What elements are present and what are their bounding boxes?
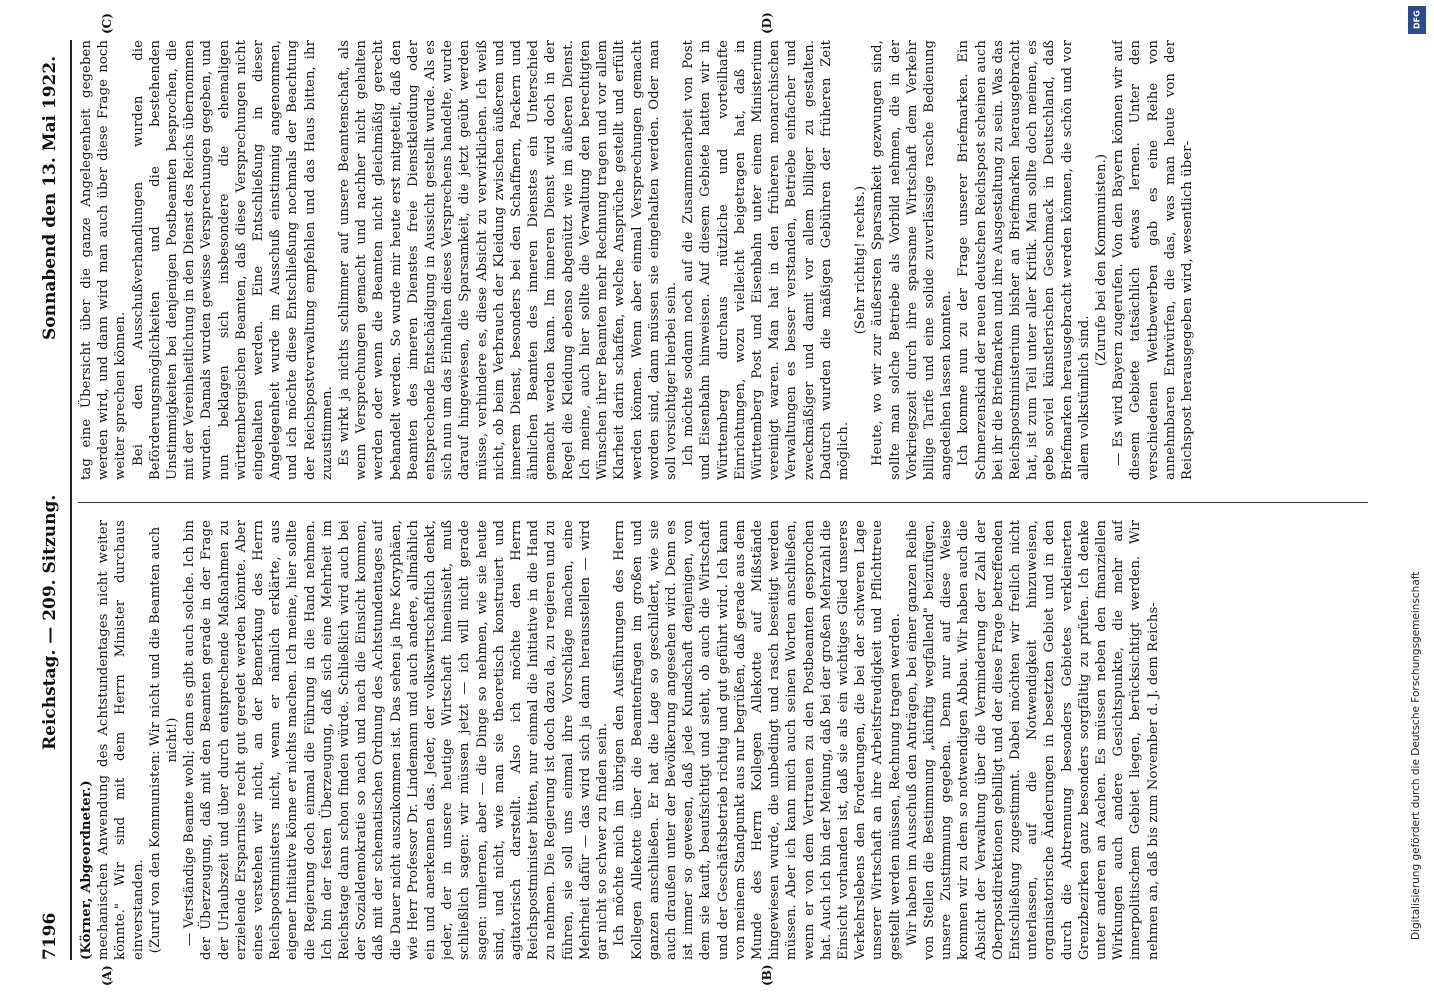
margin-marker-a: (A): [100, 965, 114, 986]
left-column: [78, 520, 1368, 960]
header-rule: [70, 40, 72, 960]
paragraph: Bei den Ausschußverhandlungen wurden die Beförderungsmöglichkeiten und die bestehenden Unstimmigkeiten bei denjenigen Postbeamten besprochen, die mit der Vereinheitlichung in den Dienst des Reichs übernommen wurden. Damals wurden gewisse Versprechungen gegeben, und nun beklagen sich insbesondere die ehemaligen württembergischen Beamten, daß diese Versprechungen nicht eingehalten werden. Eine Entschließung in dieser Angelegenheit wurde im Ausschuß einstimmig angenommen, und ich möchte diese Entschließung nochmals der Beachtung der Reichspostverwaltung empfehlen und das Haus bitten, ihr zuzustimmen.: [130, 40, 335, 480]
paragraph: tag eine Übersicht über die ganze Angelegenheit gegeben werden wird, und dann wird man auch über diese Frage noch weiter sprechen können.: [79, 40, 129, 480]
session-date: Sonnabend den 13. Mai 1922.: [40, 55, 60, 340]
speaker-line: (Körner, Abgeordneter.): [79, 780, 94, 960]
right-column: [78, 40, 1368, 480]
paragraph: Ich komme nun zu der Frage unserer Briefmarken. Ein Schmerzenskind der neuen deutschen Reichspost scheinen auch bei ihr die Briefmarken und ihre Ausgestaltung zu sein. Was das Reichspostministerium bisher an Briefmarken herausgebracht hat, ist zum Teil unter aller Kritik. Man sollte doch meinen, es gebe soviel künstlerischen Geschmack in Deutschland, daß Briefmarken herausgebracht werden können, die schön und vor allem volkstümlich sind.: [956, 40, 1092, 480]
paragraph: Ich möchte mich im übrigen den Ausführungen des Herrn Kollegen Allekotte über die Beamtenfragen im großen und ganzen anschließen. Er hat die Lage so geschildert, wie sie auch draußen unter der Bevölkerung angesehen wird. Denn es ist immer so gewesen, daß jede Kundschaft denjenigen, von dem sie kauft, beaufsichtigt und sieht, ob auch die Wirtschaft und der Geschäftsbetrieb richtig und gut geführt wird. Ich kann von meinem Standpunkt aus nur begrüßen, daß gerade aus dem Munde des Herrn Kollegen Allekotte auf Mißstände hingewiesen wurde, die unbedingt und rasch beseitigt werden müssen. Aber ich kann mich auch seinen Worten anschließen, wenn er von dem Vertrauen zu den Postbeamten gesprochen hat. Auch ich bin der Meinung, daß bei der großen Mehrzahl die Einsicht vorhanden ist, daß sie als ein wichtiges Glied unseres Verkehrslebens den Forderungen, die bei der schweren Lage unserer Wirtschaft an ihre Arbeitsfreudigkeit und Pflichttreue gestellt werden müssen, Rechnung tragen werden.: [612, 520, 903, 960]
interjection: (Zuruf von den Kommunisten: Wir nicht und die Beamten auch nicht!): [147, 526, 181, 954]
paragraph: Heute, wo wir zur äußersten Sparsamkeit gezwungen sind, sollte man solche Betriebe als Vorbild nehmen, die in der Vorkriegszeit durch ihre sparsame Wirtschaft dem Verkehr billige Tarife und eine solide zuverlässige rasche Bedienung angedeihen lassen konnten.: [870, 40, 955, 480]
column-divider: [78, 502, 1368, 503]
paragraph: Es wirkt ja nichts schlimmer auf unsere Beamtenschaft, als wenn Versprechungen gemacht und nachher nicht gehalten werden oder wenn die Beamten nicht gleichmäßig gerecht behandelt werden. So wurde mir heute erst mitgeteilt, daß den Beamten des inneren Dienstes freie Dienstkleidung oder entsprechende Entschädigung in Aussicht gestellt wurde. Als es sich nun um das Einhalten dieses Versprechens handelte, wurde darauf hingewiesen, die Sparsamkeit, die jetzt geübt werden müsse, verhindere es, diese Absicht zu verwirklichen. Ich weiß nicht, ob beim Verbrauch der Kleidung zwischen äußerem und innerem Dienst, besonders bei den Schaffnern, Packern und ähnlichen Beamten des inneren Dienstes ein Unterschied gemacht werden kann. Im inneren Dienst wird doch in der Regel die Kleidung ebenso abgenützt wie im äußeren Dienst. Ich meine, auch hier sollte die Verwaltung den berechtigten Wünschen ihrer Beamten mehr Rechnung tragen und vor allem Klarheit darin schaffen, welche Ansprüche gestellt und erfüllt werden können. Wenn aber einmal Versprechungen gemacht worden sind, dann müssen sie eingehalten werden. Oder man soll vorsichtiger hierbei sein.: [337, 40, 679, 480]
paragraph: — Verständige Beamte wohl; denn es gibt auch solche. Ich bin der Überzeugung, daß mit den Beamten gerade in der Frage der Urlaubszeit und über durch entsprechende Maßnahmen zu erzielende Ersparnisse recht gut geredet werden könnte. Aber eines verstehen wir nicht, an der Bemerkung des Herrn Reichspostministers nicht, wenn er nämlich erklärte, aus eigener Initiative könne er nichts machen. Ich meine, hier sollte die Regierung doch einmal die Führung in die Hand nehmen. Ich bin der festen Überzeugung, daß sich eine Mehrheit im Reichstage dann schon finden würde. Schließlich wird auch bei der Sozialdemokratie so nach und nach die Einsicht kommen, daß mit der schematischen Ordnung des Achtstundentages auf die Dauer nicht auszukommen ist. Das sehen ja Ihre Koryphäen, wie Herr Professor Dr. Lindemann und auch andere, allmählich ein und anerkennen das. Jeder, der volkswirtschaftlich denkt, jeder, der in unsere heutige Wirtschaft hineinsieht, muß schließlich sagen: wir müssen jetzt — ich will nicht gerade sagen: umlernen, aber — die Dinge so nehmen, wie sie heute sind, und nicht, wie man sie theoretisch konstruiert und agitatorisch darstellt. Also ich möchte den Herrn Reichspostminister bitten, nur einmal die Initiative in die Hand zu nehmen. Die Regierung ist doch dazu da, zu regieren und zu führen, sie soll uns einmal ihre Vorschläge machen, eine Mehrheit dafür — das wird sich ja dann herausstellen — wird gar nicht so schwer zu finden sein.: [182, 520, 611, 960]
paragraph: Wir haben im Ausschuß den Anträgen, bei einer ganzen Reihe von Stellen die Bestimmung „künftig wegfallend" beizufügen, unsere Zustimmung gegeben. Denn nur auf diese Weise kommen wir zu dem so notwendigen Abbau. Wir haben auch die Absicht der Verwaltung über die Verminderung der Zahl der Oberpostdirektionen gebilligt und der diese Frage betreffenden Entschließung zugestimmt. Dabei möchten wir freilich nicht unterlassen, auf die Notwendigkeit hinzuweisen, organisatorische Änderungen in besetzten Gebiet und in den durch die Abtrennung besonders Gebietes verkleinerten Grenzbezirken ganz besonders sorgfältig zu prüfen. Ich denke unter anderen an Aachen. Es müssen neben den finanziellen Wirkungen auch andere Gesichtspunkte, die mehr auf innerpolitischem Gebiet liegen, berücksichtigt werden. Wir nehmen an, daß bis zum November d. J. dem Reichs-: [904, 520, 1161, 960]
paragraph: — Es wird Bayern zugerufen. Von den Bayern können wir auf diesem Gebiete tatsächlich etwas lernen. Unter den verschiedenen Wettbewerben gab es eine Reihe von annehmbaren Entwürfen, die das, was man heute von der Reichspost herausgegeben wird, wesentlich über-: [1111, 40, 1195, 480]
margin-marker-d: (D): [760, 12, 774, 34]
page-header: [40, 40, 68, 960]
interjection: (Sehr richtig! rechts.): [853, 185, 869, 335]
paragraph: mechanischen Anwendung des Achtstundentages nicht weiter könnte." Wir sind mit dem Herrn Minister durchaus einverstanden.: [96, 520, 146, 960]
margin-marker-c: (C): [100, 13, 114, 34]
dfg-logo: DFG: [1408, 6, 1426, 34]
digitization-credit: Digitalisierung gefördert durch die Deutsche Forschungsgemeinschaft: [1410, 571, 1422, 940]
interjection: (Zurufe bei den Kommunisten.): [1093, 153, 1109, 367]
paragraph: Ich möchte sodann noch auf die Zusammenarbeit von Post und Eisenbahn hinweisen. Auf diesem Gebiete hatten wir in Württemberg durchaus nützliche und vorteilhafte Einrichtungen, wozu vielleicht beigetragen hat, daß in Württemberg Post und Eisenbahn unter einem Ministerium vereinigt waren. Man hat in den früheren monarchischen Verwaltungen es besser verstanden, Betriebe einfacher und zweckmäßiger und damit vor allem billiger zu gestalten. Dadurch wurden die mäßigen Gebühren der früheren Zeit möglich.: [681, 40, 851, 480]
session-title: Reichstag. — 209. Sitzung.: [40, 494, 60, 750]
page-number: 7196: [40, 912, 60, 960]
margin-marker-b: (B): [760, 964, 774, 986]
digitization-sidebar: [1406, 0, 1430, 1000]
